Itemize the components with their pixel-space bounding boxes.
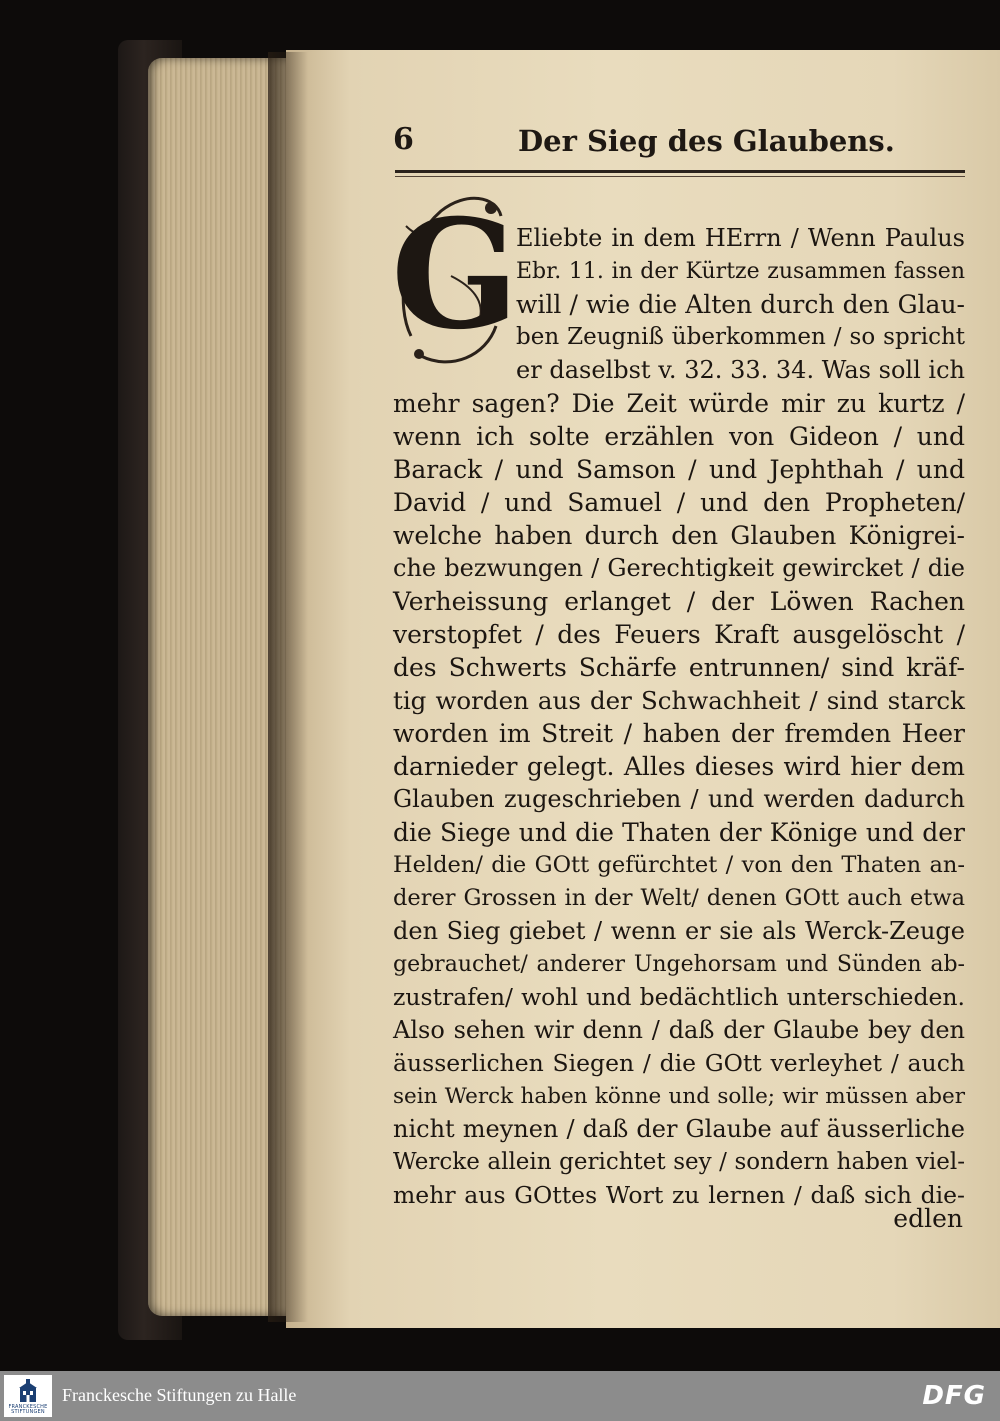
text-line: Verheissung erlanget / der Löwen Rachen — [393, 587, 965, 616]
text-line: gebrauchet/ anderer Ungehorsam und Sünden ab- — [393, 952, 965, 977]
text-line: ben Zeugniß überkommen / so spricht — [516, 324, 965, 350]
text-line: worden im Streit / haben der fremden Heer — [393, 719, 965, 748]
text-line: sein Werck haben könne und solle; wir müssen aber — [393, 1084, 965, 1109]
text-line: tig worden aus der Schwachheit / sind starck — [393, 686, 965, 715]
footer-bar — [0, 1371, 1000, 1421]
text-line: Barack / und Samson / und Jephthah / und — [393, 455, 965, 484]
catchword: edlen — [893, 1204, 963, 1233]
text-line: er daselbst v. 32. 33. 34. Was soll ich — [516, 356, 965, 384]
page-edges — [148, 58, 288, 1316]
gutter-shadow — [268, 52, 308, 1322]
institution-name[interactable]: Franckesche Stiftungen zu Halle — [62, 1385, 297, 1405]
text-line: Eliebte in dem HErrn / Wenn Paulus — [516, 224, 965, 252]
text-line: Wercke allein gerichtet sey / sondern haben viel- — [393, 1149, 965, 1175]
text-line: die Siege und die Thaten der Könige und der — [393, 818, 965, 847]
text-line: Ebr. 11. in der Kürtze zusammen fassen — [516, 259, 965, 284]
text-line: verstopfet / des Feuers Kraft ausgelöscht / — [393, 620, 965, 649]
text-line: welche haben durch den Glauben Königrei- — [393, 521, 965, 550]
drop-initial — [391, 186, 520, 376]
text-line: wenn ich solte erzählen von Gideon / und — [393, 422, 965, 451]
orphanage-building-icon — [17, 1378, 39, 1404]
header-rule — [395, 170, 965, 173]
logo-text: FRANCKESCHE STIFTUNGEN — [8, 1404, 48, 1415]
text-line: derer Grossen in der Welt/ denen GOtt auch etwa — [393, 885, 965, 911]
page-number: 6 — [393, 122, 414, 157]
text-line: den Sieg giebet / wenn er sie als Werck-Zeuge — [393, 917, 965, 945]
text-line: mehr sagen? Die Zeit würde mir zu kurtz / — [393, 389, 965, 418]
running-title: Der Sieg des Glaubens. — [518, 124, 895, 158]
text-line: Helden/ die GOtt gefürchtet / von den Thaten an- — [393, 852, 965, 878]
initial-letter: G — [391, 187, 520, 363]
text-line: darnieder gelegt. Alles dieses wird hier dem — [393, 752, 965, 781]
text-line: mehr aus GOttes Wort zu lernen / daß sich die- — [393, 1181, 965, 1209]
text-line: will / wie die Alten durch den Glau- — [516, 290, 965, 319]
text-line: Glauben zugeschrieben / und werden dadurch — [393, 785, 965, 813]
text-line: Also sehen wir denn / daß der Glaube bey den — [393, 1016, 965, 1044]
text-line: David / und Samuel / und den Propheten/ — [393, 488, 965, 517]
dfg-logo[interactable]: DFG — [922, 1381, 986, 1411]
franckesche-logo[interactable] — [4, 1375, 52, 1417]
text-line: zustrafen/ wohl und bedächtlich unterschieden. — [393, 983, 965, 1011]
text-line: äusserlichen Siegen / die GOtt verleyhet / auch — [393, 1049, 965, 1077]
text-line: nicht meynen / daß der Glaube auf äusserliche — [393, 1115, 965, 1143]
text-line: des Schwerts Schärfe entrunnen/ sind kräf- — [393, 653, 965, 682]
header-rule-thin — [395, 176, 965, 177]
text-line: che bezwungen / Gerechtigkeit gewircket / die — [393, 554, 965, 582]
